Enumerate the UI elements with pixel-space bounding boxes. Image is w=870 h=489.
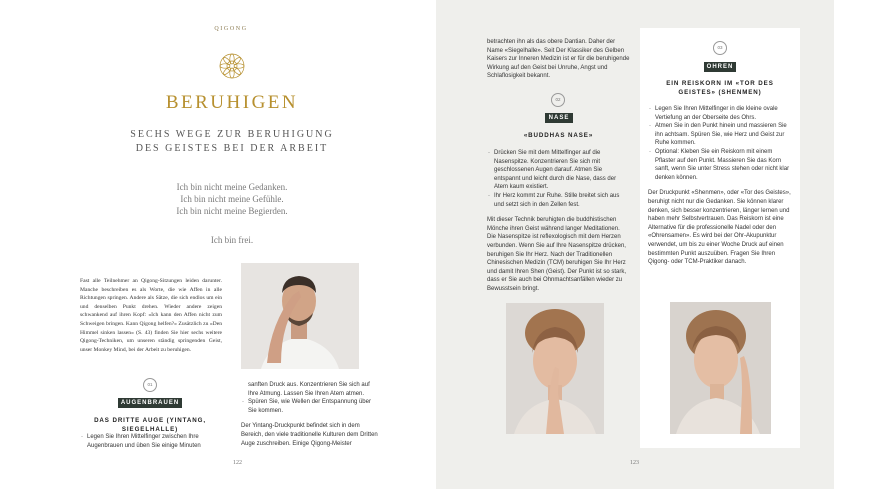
man-photo-illustration	[241, 263, 359, 369]
section-label-augenbrauen: AUGENBRAUEN	[118, 398, 182, 408]
photo-nose	[506, 303, 604, 434]
section3-text	[648, 105, 792, 267]
woman-nose-photo-illustration	[506, 303, 604, 434]
section1-paragraph-end: betrachten ihn als das obere Dantian. Daher der Name «Siegelhalle». Seit Der Klassiker des Gelben Kaisers zur Inneren Medizin ist er für die beruhigende Wirkung auf den Geist bei Unruhe, Angst und Schlaflosigkeit bekannt.	[487, 39, 630, 80]
poem-line: Ich bin nicht meine Gefühle.	[180, 194, 284, 204]
section1-continued	[241, 381, 381, 448]
section-number-02: 02	[551, 93, 565, 107]
instruction-item: · Drücken Sie mit dem Mittelfinger auf die Nasenspitze. Konzentrieren Sie sich mit geschlossenen Augen darauf. Atmen Sie entspannt und leicht durch die Nase, dass der Atem kaum existiert.	[487, 149, 630, 192]
section-title-shenmen: EIN REISKORN IM «TOR DES GEISTES» (SHENMEN)	[666, 80, 774, 96]
outside-area	[834, 0, 870, 489]
running-head: QIGONG	[214, 26, 248, 32]
chapter-subtitle	[110, 128, 354, 156]
poem-line: Ich bin nicht meine Begierden.	[176, 206, 288, 216]
intro-paragraph: Fast alle Teilnehmer an Qigong-Sitzungen leiden darunter. Manche beschreiben es als Worte, die wie Affen in alle Richtungen springen. Andere als Sätze, die sich endlos um ein und denselben Punkt drehen. Wieder andere zeigen schwankend auf ihren Kopf: «Ich kann den Affen nicht zum Schweigen bringen. Kann Qigong helfen?» Zusätzlich zu «Den Himmel sinken lassen» (S. 43) finden Sie hier sechs weitere Qigong-Techniken, um unseren ständig springenden Geist, unser Monkey Mind, bei der Arbeit zu beruhigen.	[80, 278, 222, 353]
woman-ear-photo-illustration	[670, 302, 771, 434]
section3-paragraph: Der Druckpunkt «Shenmen», oder «Tor des Geistes», beruhigt nicht nur die Gedanken. Sie können klarer denken, sich besser konzentrieren, länger lernen und haben mehr Selbstvertrauen. Das Reiskorn ist eine Alternative für die professionelle Nadel oder den «Ohrensamen». Es wird bei der Ohr-Akupunktur verwendet, um bis zu einer Woche Druck auf einen bestimmten Punkt auszuüben. Fragen Sie Ihren Qigong- oder TCM-Praktiker danach.	[648, 190, 791, 266]
poem	[110, 181, 354, 246]
section2-text	[487, 149, 630, 294]
instruction-item: · Optional: Kleben Sie ein Reiskorn mit einem Pflaster auf den Punkt. Massieren Sie das Korn sanft, wenn Sie unter Stress stehen oder nicht klar denken können.	[648, 148, 792, 182]
section2-paragraph: Mit dieser Technik beruhigten die buddhistischen Mönche ihren Geist während langer Meditationen. Die Nasenspitze ist reflexologisch mit dem Herzen verbunden. Wenn Sie auf Ihre Nasenspitze drücken, beruhigen Sie Ihr Herz. Nach der Traditionellen Chinesischen Medizin (TCM) beruhigen Sie Ihr Herz und damit Ihren Shen (Geist). Der Punkt ist so stark, dass er Sie auch bei Ohnmachtsanfällen wieder zu Bewusstsein bringt.	[487, 217, 627, 292]
section-label-nase: NASE	[545, 113, 573, 123]
instruction-continued: sanften Druck aus. Konzentrieren Sie sich auf Ihre Atmung. Lassen Sie Ihren Atem atmen.	[248, 382, 370, 397]
instruction-item: · Spüren Sie, wie Wellen der Entspannung über Sie kommen.	[241, 398, 381, 415]
instruction-item: · Atmen Sie in den Punkt hinein und massieren Sie ihn achtsam. Spüren Sie, wie Herz und Geist zur Ruhe kommen.	[648, 122, 792, 148]
poem-line: Ich bin nicht meine Gedanken.	[176, 182, 288, 192]
section-number-01: 01	[143, 378, 157, 392]
page-number-right: 123	[630, 460, 639, 466]
section1-instructions	[80, 433, 226, 450]
poem-last-line: Ich bin frei.	[210, 235, 254, 245]
section-number-03: 03	[713, 41, 727, 55]
section-title-third-eye: DAS DRITTE AUGE (YINTANG, SIEGELHALLE)	[94, 417, 206, 433]
page-number-left: 122	[233, 460, 242, 466]
chapter-title: BERUHIGEN	[165, 92, 299, 113]
instruction-item: · Legen Sie Ihren Mittelfinger zwischen Ihre Augenbrauen und üben Sie einige Minuten	[80, 433, 226, 450]
instruction-item: · Legen Sie Ihren Mittelfinger in die kleine ovale Vertiefung an der Oberseite des Ohrs.	[648, 105, 792, 122]
subtitle-line: SECHS WEGE ZUR BERUHIGUNG	[130, 129, 334, 140]
subtitle-line: DES GEISTES BEI DER ARBEIT	[135, 143, 329, 154]
photo-third-eye	[241, 263, 359, 369]
section1-paragraph: Der Yintang-Druckpunkt befindet sich in dem Bereich, den viele traditionelle Kulturen dem Dritten Auge zuschreiben. Einige Qigong-Meister	[241, 423, 378, 447]
section-title-buddhas-nose: «BUDDHAS NASE»	[523, 132, 594, 139]
section-label-ohren: OHREN	[704, 62, 736, 72]
lotus-icon	[218, 52, 246, 80]
photo-ear	[670, 302, 771, 434]
instruction-item: · Ihr Herz kommt zur Ruhe. Stille breitet sich aus und setzt sich in den Zellen fest.	[487, 192, 630, 209]
